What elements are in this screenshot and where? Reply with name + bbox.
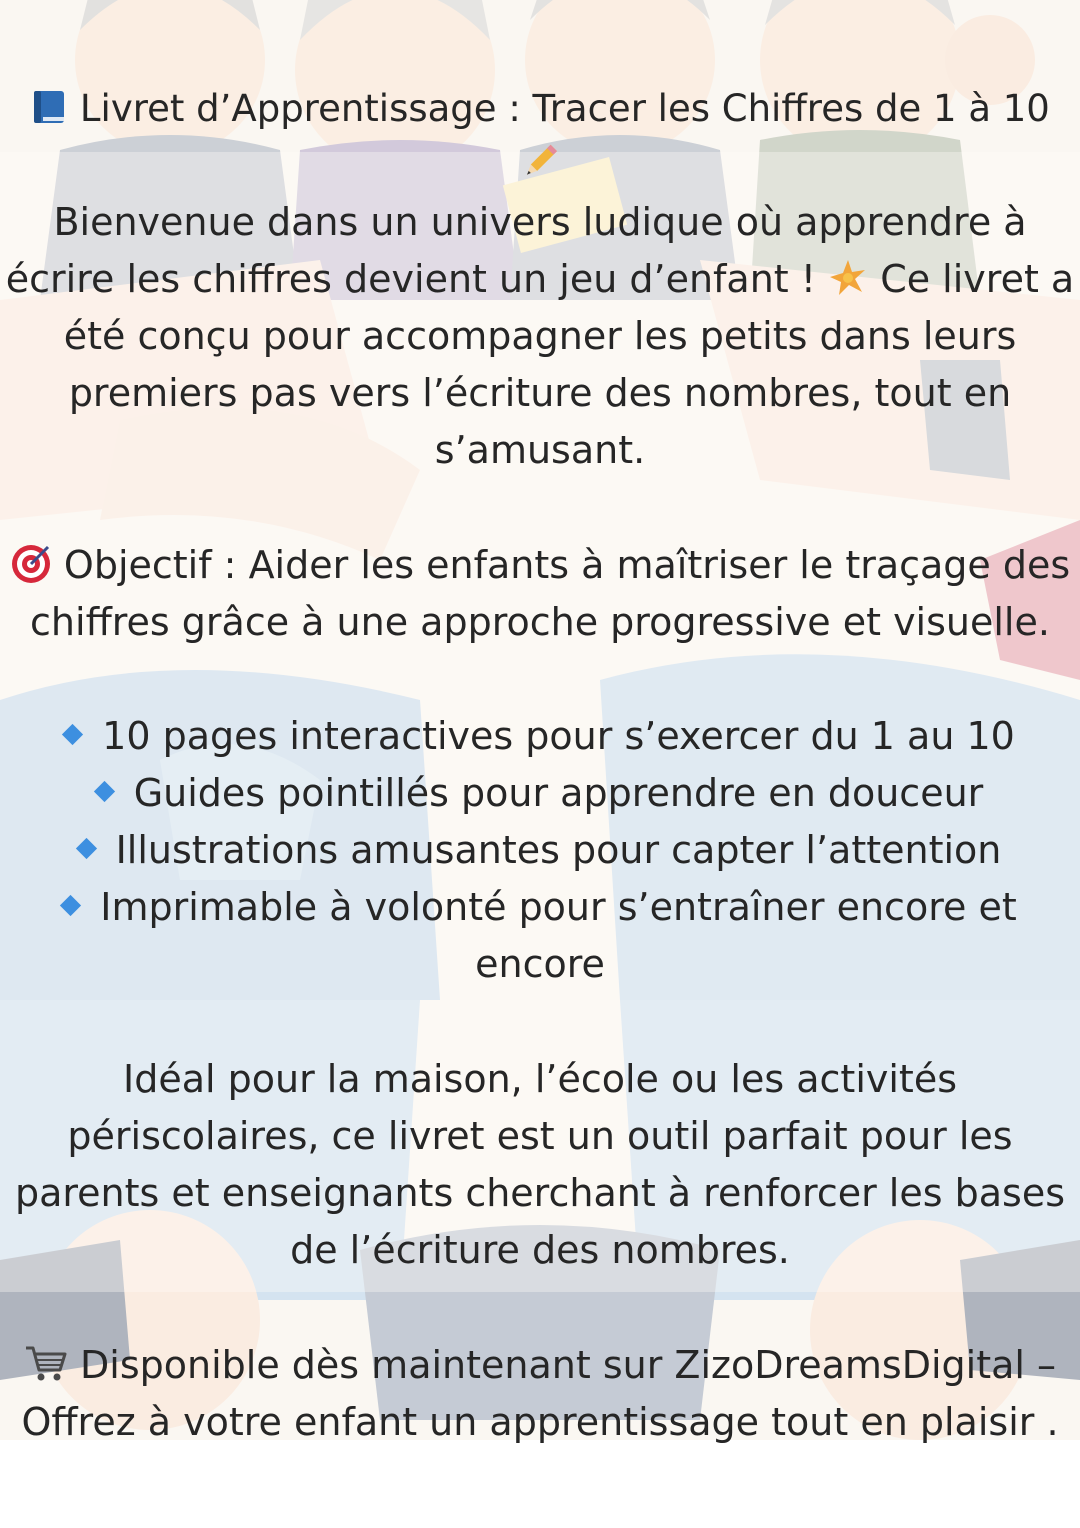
cta-line-1-text: Disponible dès maintenant sur ZizoDreamsDigital – (80, 1343, 1057, 1387)
intro-line-5: s’amusant. (434, 428, 646, 472)
feature-text: Guides pointillés pour apprendre en douceur (133, 771, 984, 815)
blue-book-icon (30, 88, 68, 126)
intro-line-1: Bienvenue dans un univers ludique où apprendre à (53, 200, 1027, 244)
intro-line-2 (0, 251, 1080, 308)
intro-line-2b: Ce livret a (880, 257, 1075, 301)
list-item (0, 879, 1080, 936)
intro-line-3: été conçu pour accompagner les petits dans leurs (63, 314, 1017, 358)
list-item (0, 822, 1080, 879)
objective-line-1 (0, 537, 1080, 594)
blue-diamond-icon (94, 781, 115, 802)
blue-diamond-icon (60, 895, 81, 916)
intro-line-2a: écrire les chiffres devient un jeu d’enfant ! (5, 257, 816, 301)
feature-text: 10 pages interactives pour s’exercer du 1 au 10 (102, 714, 1015, 758)
ideal-paragraph (0, 1051, 1080, 1279)
intro-paragraph (0, 194, 1080, 479)
objective-line-1-text: Objectif : Aider les enfants à maîtriser le traçage des (63, 543, 1071, 587)
blue-diamond-icon (75, 838, 96, 859)
objective-paragraph (0, 537, 1080, 651)
features-list (0, 708, 1080, 993)
cta-line-2: Offrez à votre enfant un apprentissage tout en plaisir . (21, 1400, 1059, 1444)
features-continuation: encore (475, 942, 605, 986)
blue-diamond-icon (62, 724, 83, 745)
pencil-icon (519, 140, 561, 182)
feature-text: Illustrations amusantes pour capter l’attention (115, 828, 1002, 872)
ideal-line-1: Idéal pour la maison, l’école ou les activités (122, 1057, 957, 1101)
shopping-cart-icon (24, 1344, 68, 1384)
feature-text: Imprimable à volonté pour s’entraîner encore et (100, 885, 1017, 929)
ideal-line-2: périscolaires, ce livret est un outil parfait pour les (67, 1114, 1013, 1158)
list-item (0, 708, 1080, 765)
page-title (0, 80, 1080, 137)
ideal-line-4: de l’écriture des nombres. (290, 1228, 790, 1272)
cta-line-1 (0, 1337, 1080, 1394)
list-item (0, 765, 1080, 822)
title-text: Livret d’Apprentissage : Tracer les Chiffres de 1 à 10 (79, 87, 1050, 130)
target-icon (10, 543, 52, 585)
intro-line-4: premiers pas vers l’écriture des nombres, tout en (68, 371, 1012, 415)
objective-line-2: chiffres grâce à une approche progressive et visuelle. (30, 600, 1050, 644)
ideal-line-3: parents et enseignants cherchant à renforcer les bases (14, 1171, 1065, 1215)
sparkle-star-icon (828, 258, 868, 298)
cta-paragraph (0, 1337, 1080, 1451)
